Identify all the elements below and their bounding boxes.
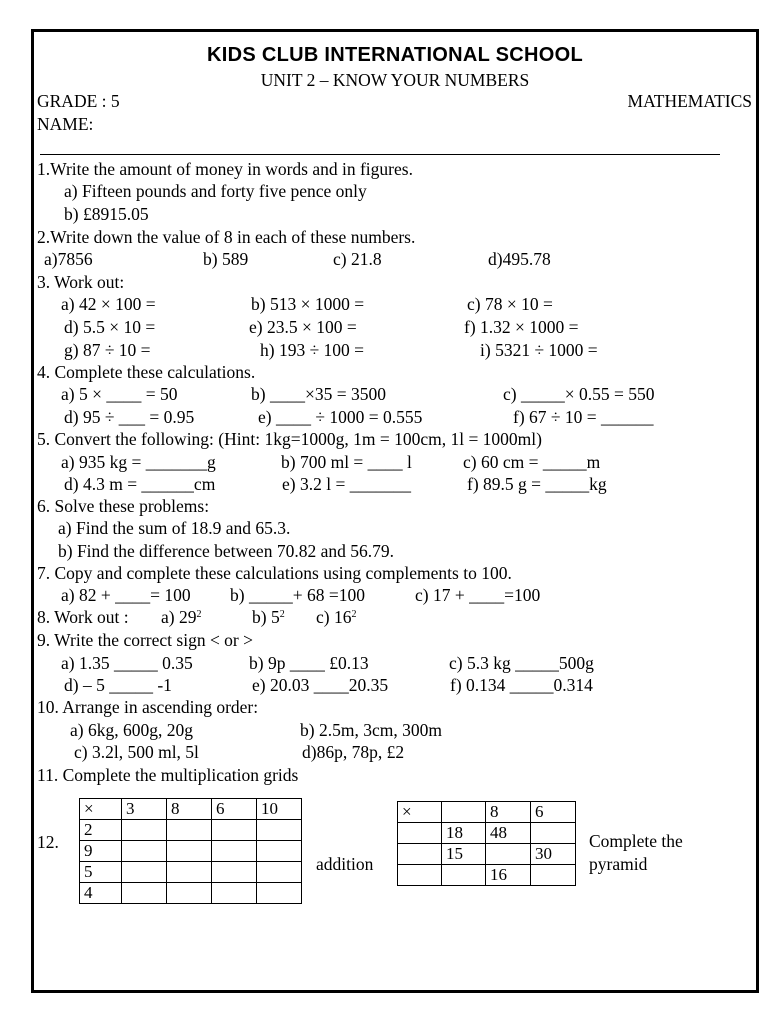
q1-b: b) £8915.05 [64,204,149,224]
grid-cell [122,841,167,862]
grid-cell: 3 [122,799,167,820]
worksheet [31,29,759,993]
q3-item: d) 5.5 × 10 = [64,317,156,337]
q6-b: b) Find the difference between 70.82 and 56.79. [58,541,394,561]
exponent: 2 [196,609,202,620]
q12-label: 12. [37,832,59,852]
grid-cell [257,820,302,841]
unit-title: UNIT 2 – KNOW YOUR NUMBERS [260,70,530,90]
q3-item: f) 1.32 × 1000 = [464,317,579,337]
grid-cell [122,862,167,883]
grid-row [398,823,576,844]
grid-row [80,799,302,820]
grid-cell [398,865,442,886]
q9-item: e) 20.03 ____20.35 [252,675,389,695]
grid-cell: 48 [486,823,531,844]
q9-item: d) – 5 _____ -1 [64,675,172,695]
q8-c: c) $16^2$ [316,607,357,627]
q10-item: d)86p, 78p, £2 [302,742,405,762]
subject-label: MATHEMATICS [627,91,752,111]
q5-item: b) 700 ml = ____ l [281,452,412,472]
q10-title: 10. Arrange in ascending order: [37,697,259,717]
q1-a: a) Fifteen pounds and forty five pence only [64,181,367,201]
grid-row [80,841,302,862]
q10-item: c) 3.2l, 500 ml, 5l [74,742,199,762]
q10-item: a) 6kg, 600g, 20g [70,720,193,740]
grid-cell [212,883,257,904]
q5-item: f) 89.5 g = _____kg [467,474,607,494]
q2-item: b) 589 [203,249,249,269]
grid-row [398,802,576,823]
q4-item: a) 5 × ____ = 50 [61,384,178,404]
q2-item: a)7856 [44,249,93,269]
grid-cell [167,820,212,841]
grid-cell [122,820,167,841]
grid-cell [442,802,486,823]
pyramid-label-line1: Complete the [589,831,683,851]
grid-cell: 6 [531,802,576,823]
q2-item: c) 21.8 [333,249,382,269]
grid-cell: 2 [80,820,122,841]
q5-item: a) 935 kg = _______g [61,452,216,472]
grid-cell [122,883,167,904]
grid-cell: × [398,802,442,823]
grid-cell [257,862,302,883]
q5-item: e) 3.2 l = _______ [282,474,411,494]
grid-cell: 30 [531,844,576,865]
q3-item: g) 87 ÷ 10 = [64,340,151,360]
q5-item: c) 60 cm = _____m [463,452,601,472]
q4-item: f) 67 ÷ 10 = ______ [513,407,654,427]
q3-item: i) 5321 ÷ 1000 = [480,340,598,360]
grid-cell [531,865,576,886]
grid-cell [257,883,302,904]
grid-cell: 8 [486,802,531,823]
q9-item: f) 0.134 _____0.314 [450,675,593,695]
grid-cell [212,820,257,841]
grid-cell: 5 [80,862,122,883]
q3-item: c) 78 × 10 = [467,294,553,314]
grid-row [80,820,302,841]
grid-cell [212,841,257,862]
pyramid-grid [397,801,576,886]
q4-item: d) 95 ÷ ___ = 0.95 [64,407,195,427]
grid-cell: 18 [442,823,486,844]
q9-item: a) 1.35 _____ 0.35 [61,653,193,673]
q8-b: b) $5^2$ [252,607,285,627]
grid-cell [486,844,531,865]
grid-row [398,865,576,886]
q9-item: c) 5.3 kg _____500g [449,653,594,673]
q2-title: 2.Write down the value of 8 in each of these numbers. [37,227,416,247]
q8-a: a) $29^2$ [161,607,202,627]
q4-item: c) _____× 0.55 = 550 [503,384,655,404]
q4-item: b) ____×35 = 3500 [251,384,386,404]
grid-cell: × [80,799,122,820]
q1-title: 1.Write the amount of money in words and in figures. [37,159,413,179]
q3-item: b) 513 × 1000 = [251,294,365,314]
grid-cell [167,883,212,904]
q4-title: 4. Complete these calculations. [37,362,256,382]
grid-cell: 15 [442,844,486,865]
grade-label: GRADE : 5 [37,91,120,111]
grid-row [80,883,302,904]
q11-title: 11. Complete the multiplication grids [37,765,299,785]
q6-a: a) Find the sum of 18.9 and 65.3. [58,518,291,538]
pyramid-label-line2: pyramid [589,854,648,874]
q7-item: c) 17 + ____=100 [415,585,541,605]
grid-cell: 10 [257,799,302,820]
q8-lead: 8. Work out : [37,607,129,627]
multiplication-grid [79,798,302,904]
q7-title: 7. Copy and complete these calculations using complements to 100. [37,563,512,583]
grid-cell: 16 [486,865,531,886]
grid-cell [531,823,576,844]
addition-label: addition [316,854,374,874]
grid-cell: 9 [80,841,122,862]
grid-cell [167,862,212,883]
q3-item: e) 23.5 × 100 = [249,317,357,337]
grid-cell [212,862,257,883]
q2-item: d)495.78 [488,249,551,269]
q9-item: b) 9p ____ £0.13 [249,653,369,673]
q9-title: 9. Write the correct sign < or > [37,630,254,650]
q5-item: d) 4.3 m = ______cm [64,474,216,494]
grid-cell [398,823,442,844]
grid-row [80,862,302,883]
name-line [40,154,720,155]
q7-item: a) 82 + ____= 100 [61,585,191,605]
q7-item: b) _____+ 68 =100 [230,585,365,605]
grid-row [398,844,576,865]
exponent: 2 [351,609,357,620]
grid-cell [442,865,486,886]
grid-cell [398,844,442,865]
q5-title: 5. Convert the following: (Hint: 1kg=1000g, 1m = 100cm, 1l = 1000ml) [37,429,542,449]
grid-cell: 4 [80,883,122,904]
grid-cell: 6 [212,799,257,820]
q3-item: h) 193 ÷ 100 = [260,340,365,360]
school-title: KIDS CLUB INTERNATIONAL SCHOOL [206,44,584,66]
grid-cell [167,841,212,862]
grid-cell: 8 [167,799,212,820]
name-label: NAME: [37,114,94,134]
q3-title: 3. Work out: [37,272,125,292]
exponent: 2 [279,609,285,620]
q3-item: a) 42 × 100 = [61,294,156,314]
grid-cell [257,841,302,862]
q10-item: b) 2.5m, 3cm, 300m [300,720,442,740]
q6-title: 6. Solve these problems: [37,496,210,516]
q4-item: e) ____ ÷ 1000 = 0.555 [258,407,423,427]
